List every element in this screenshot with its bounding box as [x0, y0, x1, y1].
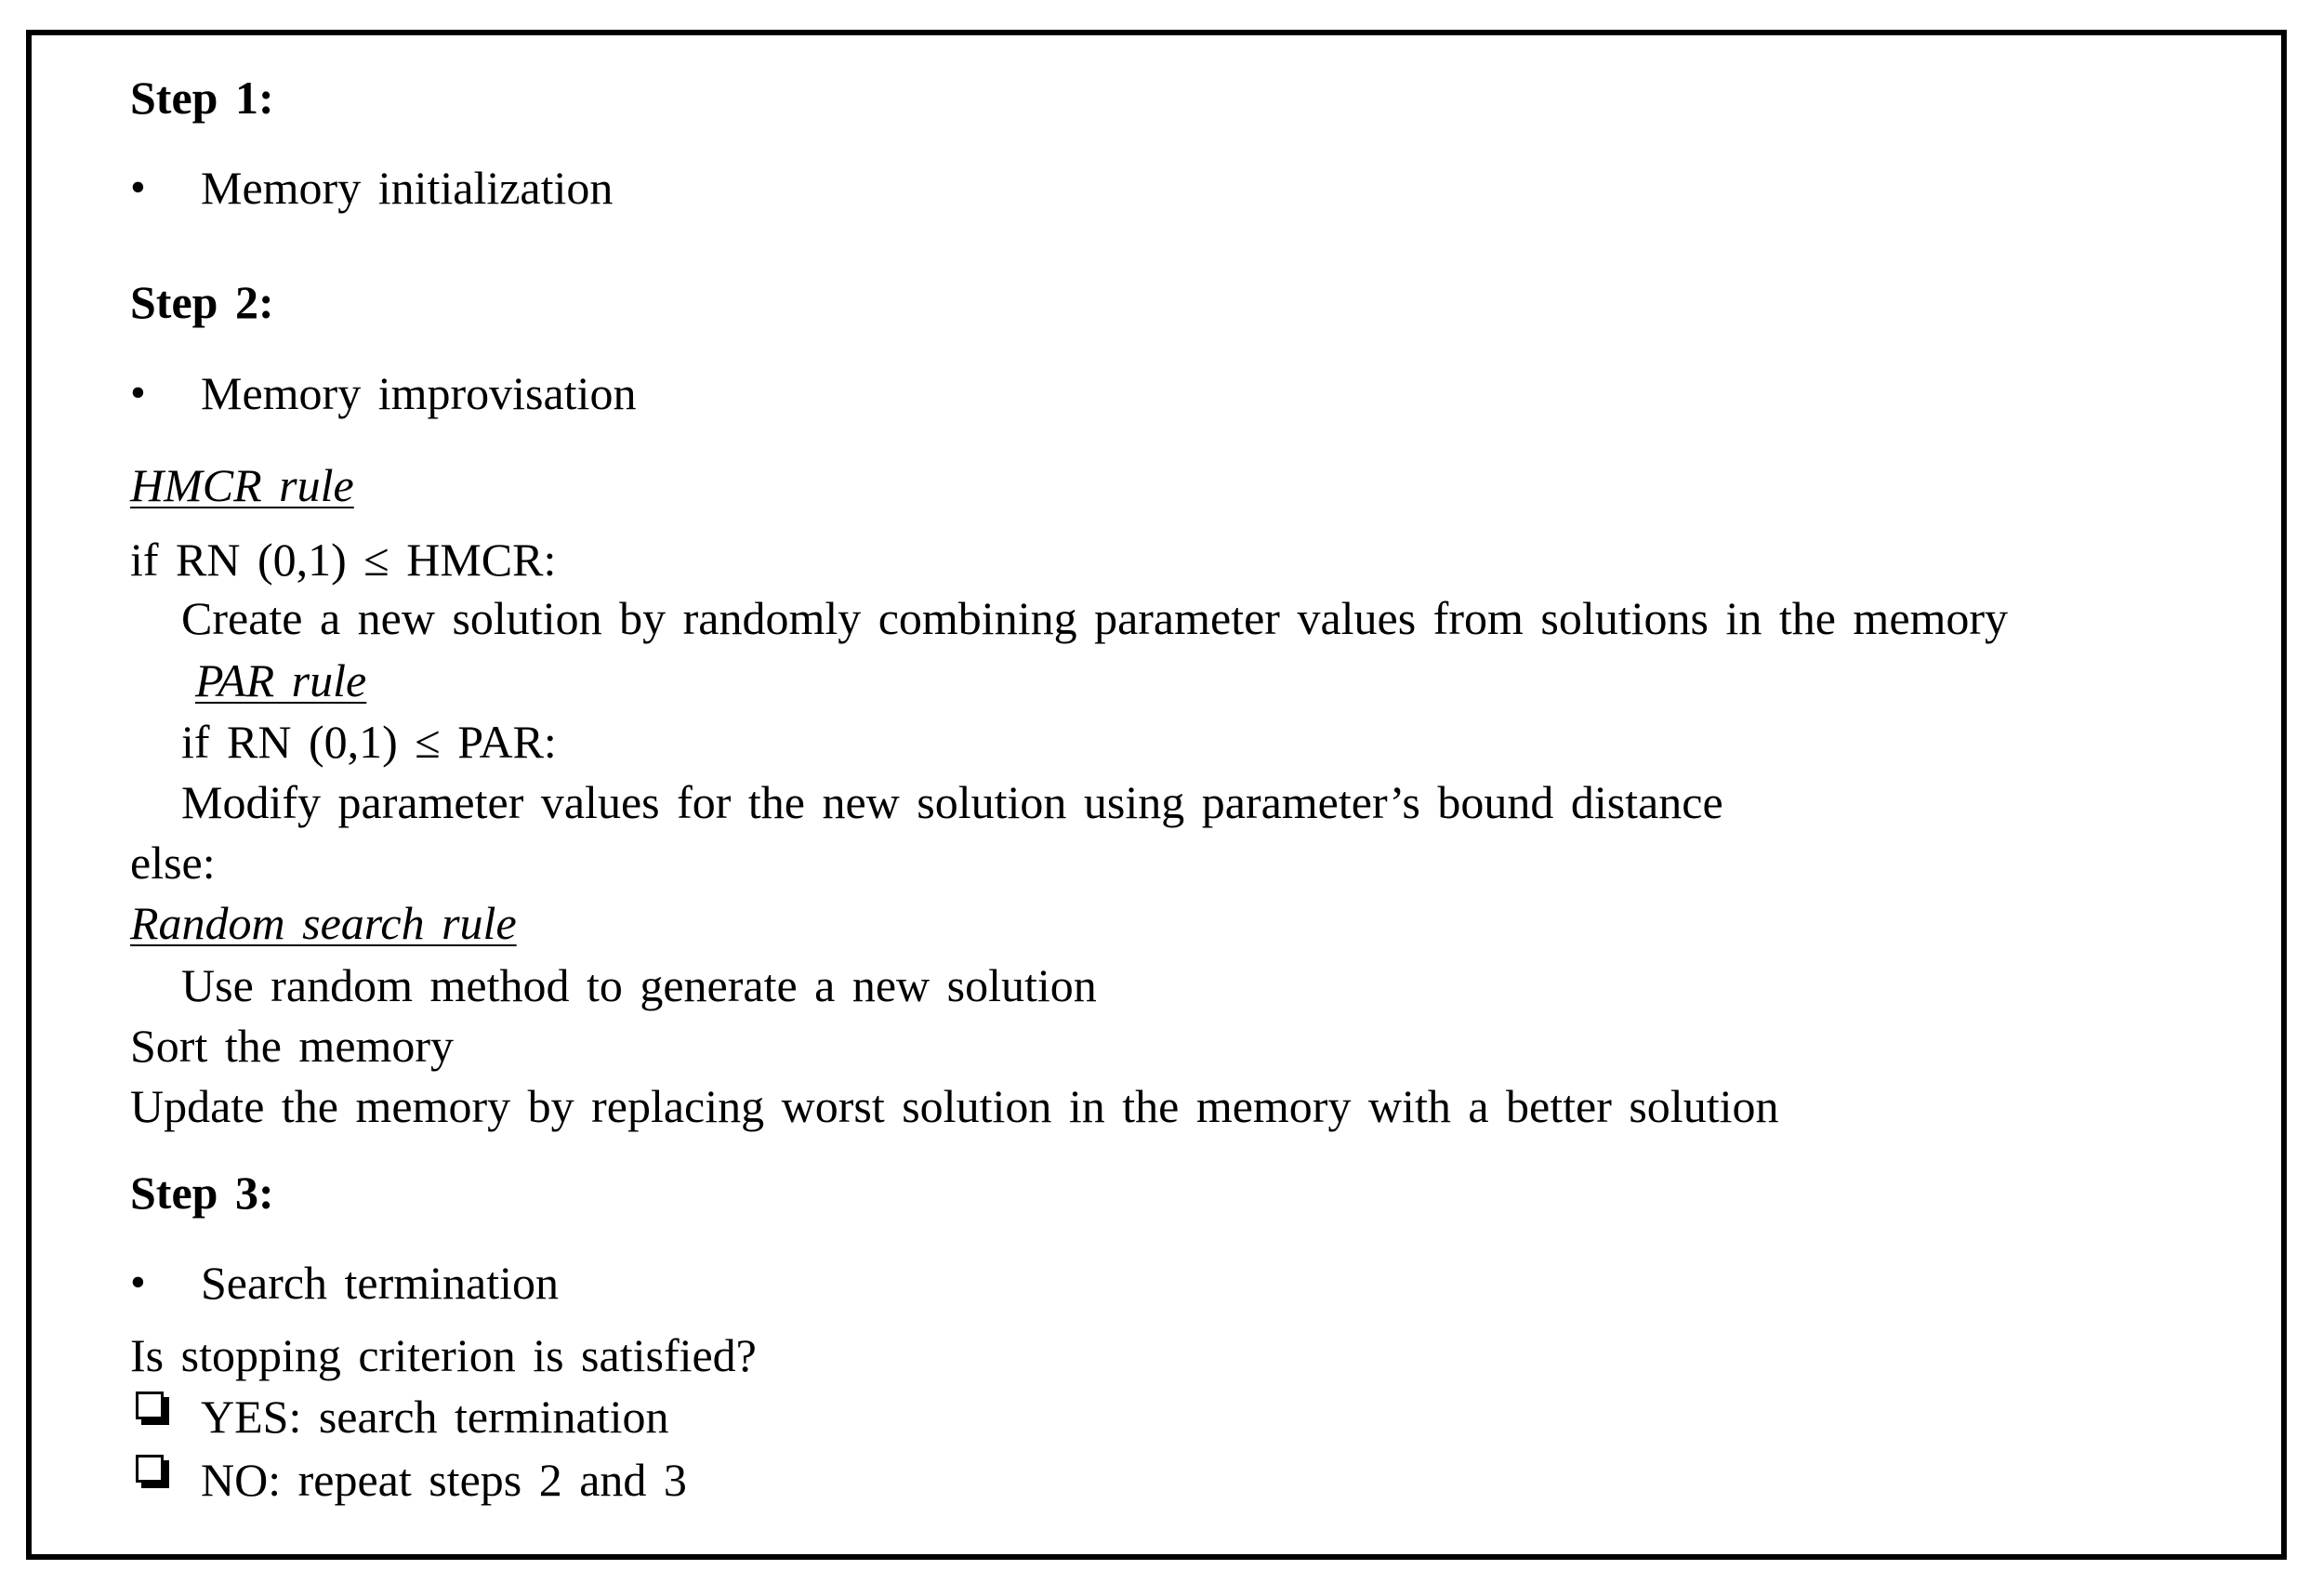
update-memory-text: Update the memory by replacing worst solution in the memory with a better solution	[130, 1080, 1779, 1132]
step2-item: Memory improvisation	[201, 367, 637, 419]
stopping-criterion-question: Is stopping criterion is satisfied?	[130, 1329, 757, 1381]
hmcr-rule-label: HMCR rule	[130, 459, 354, 511]
random-search-rule-label: Random search rule	[130, 897, 517, 949]
step1-bullet: •	[130, 163, 146, 212]
step2-bullet: •	[130, 368, 146, 417]
if-hmcr-condition: if RN (0,1) ≤ HMCR:	[130, 534, 557, 586]
step3-item: Search termination	[201, 1257, 560, 1309]
option-no: NO: repeat steps 2 and 3	[201, 1454, 687, 1506]
option-yes: YES: search termination	[201, 1391, 669, 1443]
create-solution-text: Create a new solution by randomly combining parameter values from solutions in the memory	[181, 592, 2009, 644]
checkbox-icon	[136, 1392, 164, 1419]
par-rule-label: PAR rule	[195, 654, 367, 706]
step3-bullet: •	[130, 1258, 146, 1307]
step2-heading: Step 2:	[130, 276, 274, 328]
checkbox-icon	[136, 1455, 164, 1483]
if-par-condition: if RN (0,1) ≤ PAR:	[181, 716, 557, 768]
step1-heading: Step 1:	[130, 72, 274, 124]
sort-memory-text: Sort the memory	[130, 1020, 455, 1072]
step3-heading: Step 3:	[130, 1167, 274, 1219]
modify-values-text: Modify parameter values for the new solution using parameter’s bound distance	[181, 776, 1723, 828]
else-text: else:	[130, 837, 216, 889]
use-random-text: Use random method to generate a new solution	[181, 959, 1097, 1011]
step1-item: Memory initialization	[201, 162, 614, 214]
